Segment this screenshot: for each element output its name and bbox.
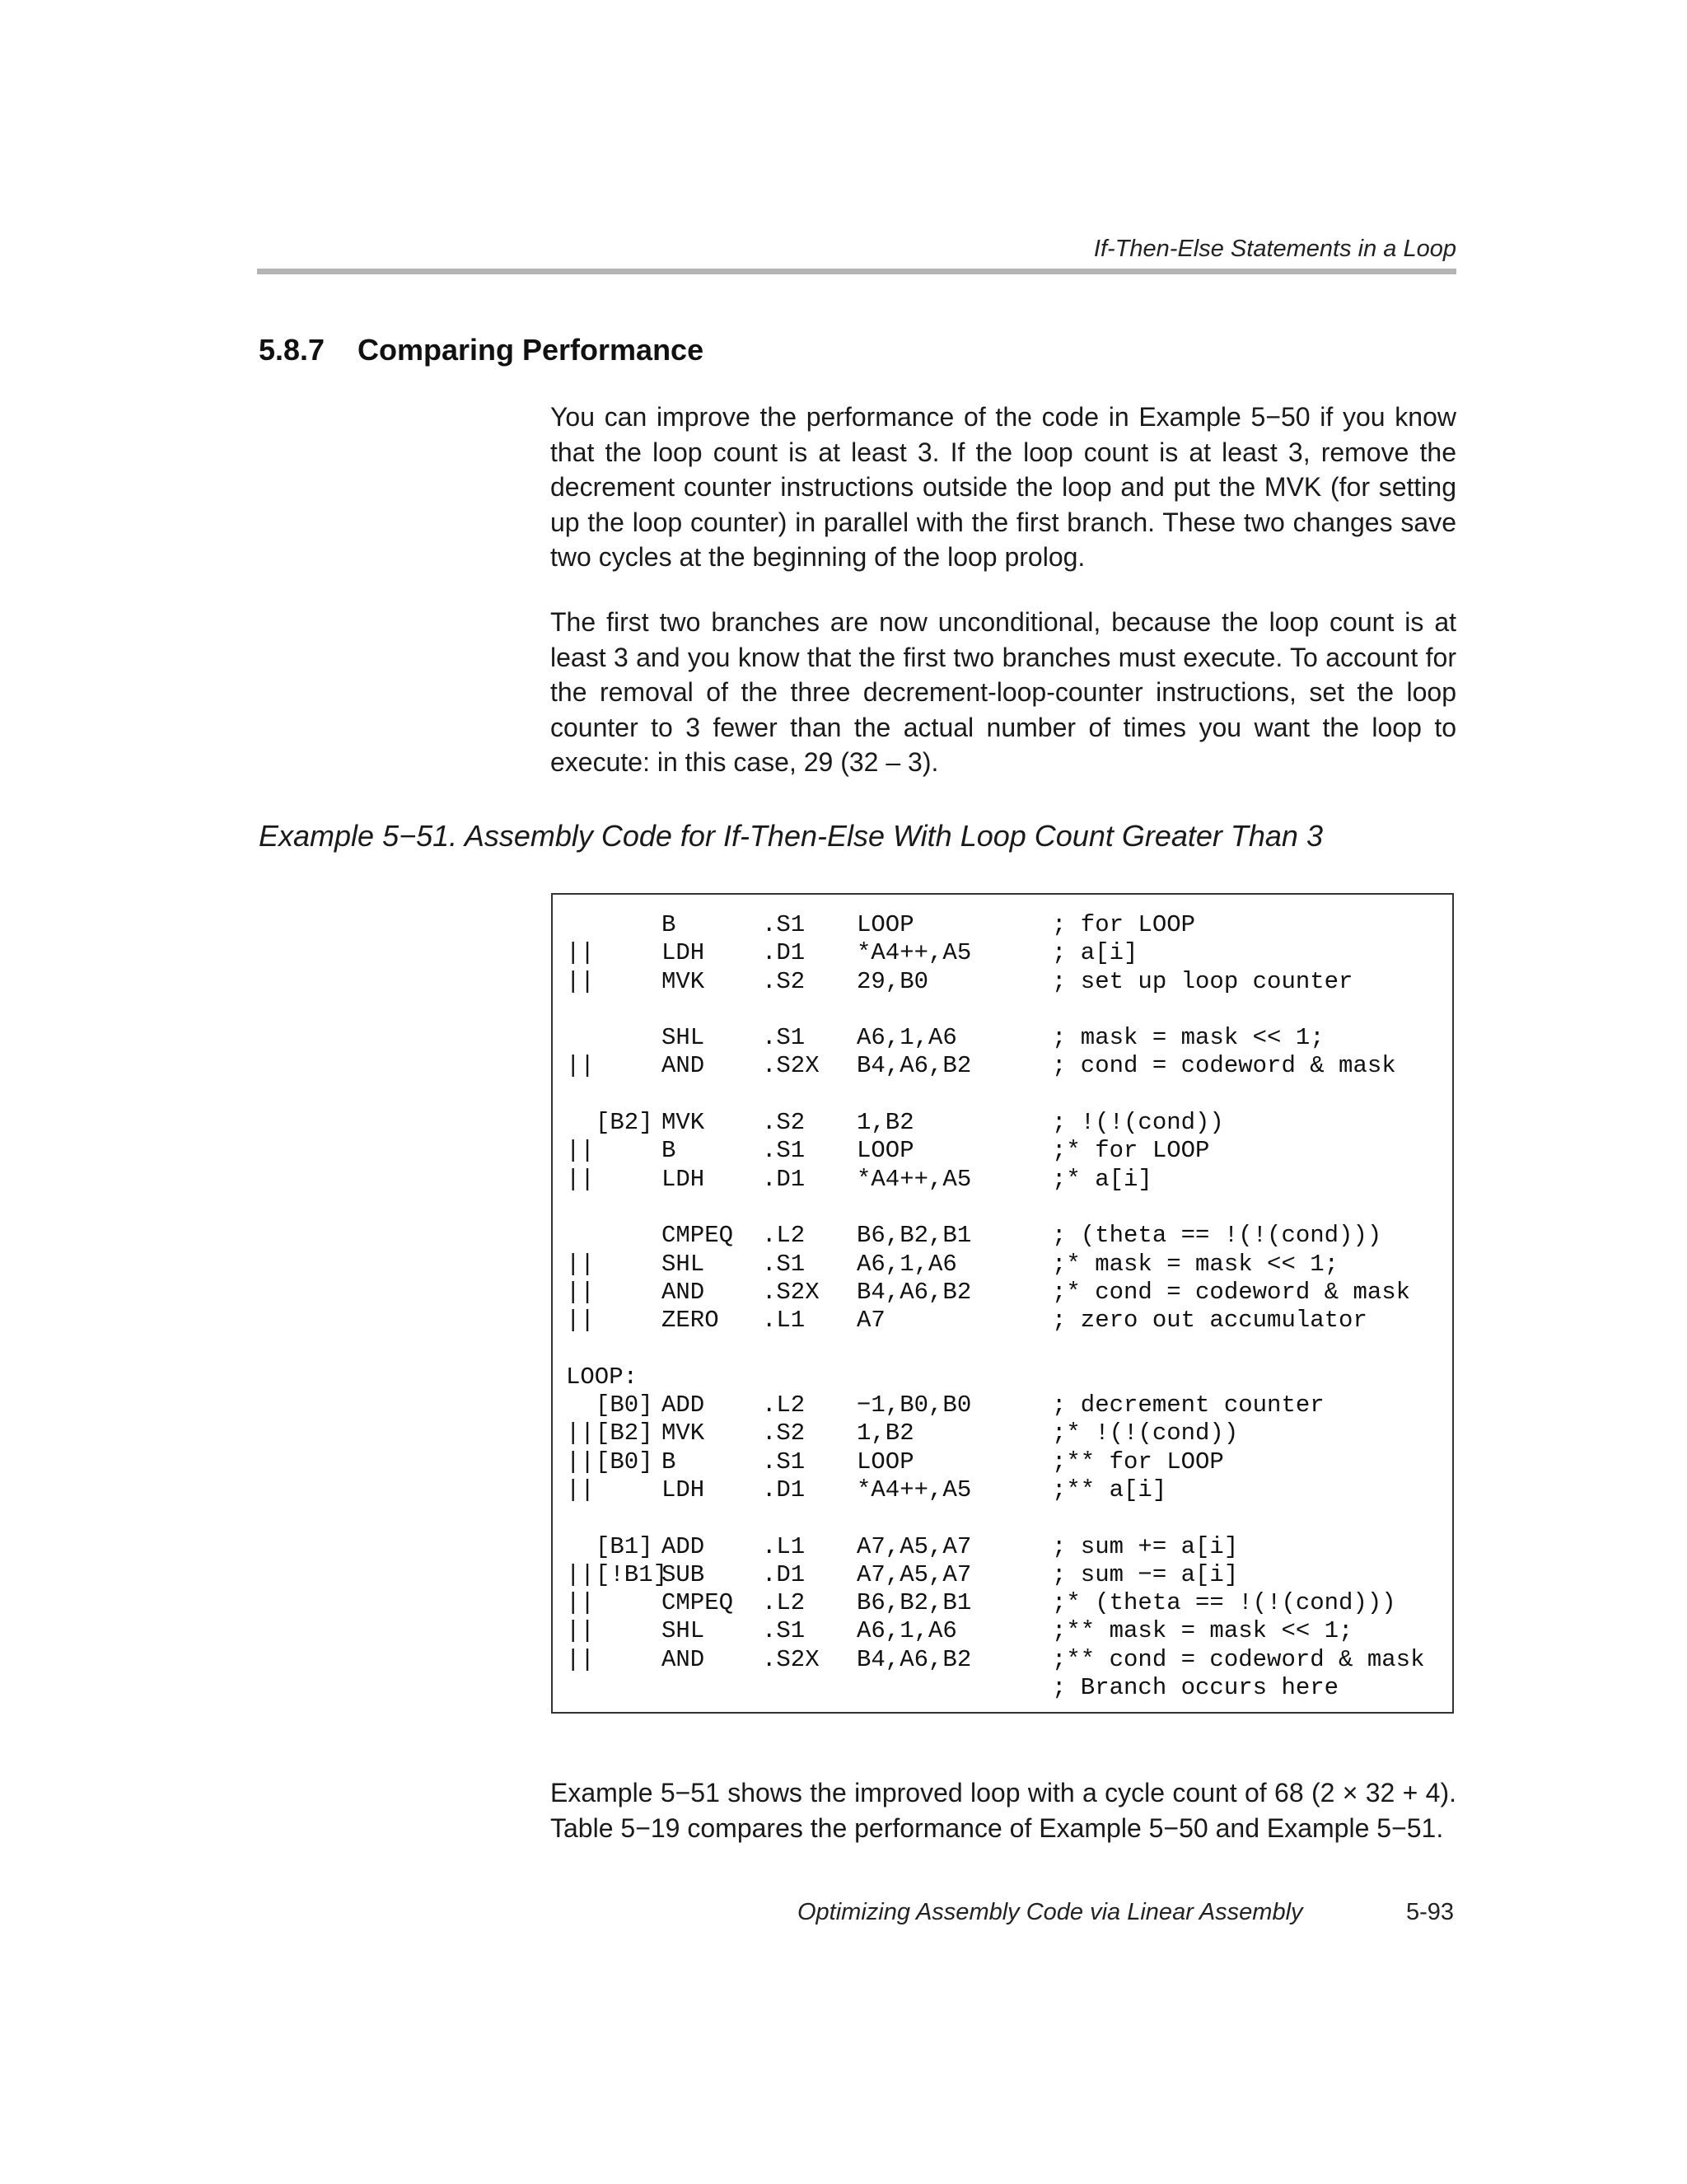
code-operands: B6,B2,B1 xyxy=(857,1222,972,1250)
code-instruction: LDH xyxy=(661,1165,705,1193)
code-operands: B4,A6,B2 xyxy=(857,1278,972,1306)
code-functional-unit: .L2 xyxy=(762,1222,806,1250)
code-instruction: ZERO xyxy=(661,1307,719,1335)
code-line xyxy=(566,1448,1424,1476)
code-functional-unit: .L2 xyxy=(762,1391,806,1419)
code-listing xyxy=(566,911,1424,1702)
code-instruction: B xyxy=(661,1137,676,1165)
code-functional-unit: .S1 xyxy=(762,1024,806,1052)
code-parallel-bars: || xyxy=(566,1419,595,1447)
code-line xyxy=(566,1307,1424,1335)
code-functional-unit: .D1 xyxy=(762,1165,806,1193)
code-line xyxy=(566,1222,1424,1250)
code-comment: ;* for LOOP xyxy=(1052,1137,1210,1165)
footer-page-number: 5-93 xyxy=(1405,1899,1454,1925)
code-parallel-bars: || xyxy=(566,1165,595,1193)
code-blank-line xyxy=(566,1081,1424,1109)
code-parallel-bars: || xyxy=(566,1617,595,1645)
code-instruction: SHL xyxy=(661,1617,705,1645)
code-parallel-bars: || xyxy=(566,939,595,967)
code-instruction: AND xyxy=(661,1645,705,1673)
code-condition: [B2] xyxy=(596,1419,653,1447)
code-instruction: MVK xyxy=(661,1109,705,1137)
code-instruction: SHL xyxy=(661,1250,705,1278)
code-comment: ; zero out accumulator xyxy=(1052,1307,1367,1335)
code-comment: ;** for LOOP xyxy=(1052,1447,1224,1475)
code-line xyxy=(566,1561,1424,1589)
code-functional-unit: .S1 xyxy=(762,1617,806,1645)
code-instruction: ADD xyxy=(661,1391,705,1419)
code-operands: 1,B2 xyxy=(857,1419,914,1447)
example-title: Example 5−51. Assembly Code for If-Then-Else With Loop Count Greater Than 3 xyxy=(259,819,1323,853)
code-line xyxy=(566,1137,1424,1165)
code-comment: ;* cond = codeword & mask xyxy=(1052,1278,1411,1306)
code-parallel-bars: || xyxy=(566,1137,595,1165)
code-comment: ; decrement counter xyxy=(1052,1391,1325,1419)
code-instruction: B xyxy=(661,911,676,938)
code-operands: B6,B2,B1 xyxy=(857,1589,972,1617)
code-instruction: MVK xyxy=(661,1419,705,1447)
code-condition: [B0] xyxy=(596,1391,653,1419)
code-line xyxy=(566,1166,1424,1194)
code-parallel-bars: || xyxy=(566,1250,595,1278)
code-operands: A6,1,A6 xyxy=(857,1617,957,1645)
code-functional-unit: .S2 xyxy=(762,1109,806,1137)
code-condition: [!B1] xyxy=(596,1560,668,1588)
code-functional-unit: .S1 xyxy=(762,1137,806,1165)
code-instruction: MVK xyxy=(661,967,705,995)
code-operands: −1,B0,B0 xyxy=(857,1391,972,1419)
body-paragraph-3: Example 5−51 shows the improved loop with a cycle count of 68 (2 × 32 + 4). Table 5−19 compares the performance of Example 5−50 and Example 5−51. xyxy=(550,1778,1456,1843)
code-operands: A6,1,A6 xyxy=(857,1250,957,1278)
code-line xyxy=(566,1251,1424,1279)
code-label: LOOP: xyxy=(566,1363,638,1391)
code-listing-box xyxy=(551,893,1454,1714)
code-comment: ; !(!(cond)) xyxy=(1052,1109,1224,1137)
code-functional-unit: .L2 xyxy=(762,1589,806,1617)
code-line xyxy=(566,1279,1424,1307)
code-line xyxy=(566,1391,1424,1419)
code-functional-unit: .L1 xyxy=(762,1532,806,1560)
code-comment: ; Branch occurs here xyxy=(1052,1674,1339,1702)
code-blank-line xyxy=(566,1194,1424,1222)
code-operands: LOOP xyxy=(857,1447,914,1475)
code-line xyxy=(566,1533,1424,1561)
code-instruction: CMPEQ xyxy=(661,1589,734,1617)
code-condition: [B0] xyxy=(596,1447,653,1475)
code-comment: ; for LOOP xyxy=(1052,911,1196,938)
code-blank-line xyxy=(566,1504,1424,1532)
code-comment: ;** a[i] xyxy=(1052,1475,1167,1504)
code-instruction: ADD xyxy=(661,1532,705,1560)
code-operands: *A4++,A5 xyxy=(857,1475,972,1504)
code-functional-unit: .S2X xyxy=(762,1645,820,1673)
code-blank-line xyxy=(566,1335,1424,1363)
code-operands: 29,B0 xyxy=(857,967,929,995)
code-blank-line xyxy=(566,996,1424,1024)
body-paragraph-2: The first two branches are now unconditional, because the loop count is at least 3 and you know that the first two branches must execute. To account for the removal of the three decrement-loop-counter instructions, set the loop counter to 3 fewer than the actual number of times you want the loop to execute: in this case, 29 (32 – 3). xyxy=(550,607,1456,777)
code-operands: A7 xyxy=(857,1307,886,1335)
section-heading xyxy=(259,333,703,367)
code-functional-unit: .S2X xyxy=(762,1052,820,1080)
body-paragraph-1: You can improve the performance of the code in Example 5−50 if you know that the loop count is at least 3. If the loop count is at least 3, remove the decrement counter instructions outside the loop and put the MVK (for setting up the loop counter) in parallel with the first branch. These two changes save two cycles at the beginning of the loop prolog. xyxy=(550,402,1456,572)
code-condition: [B2] xyxy=(596,1109,653,1137)
code-comment: ; set up loop counter xyxy=(1052,967,1353,995)
code-operands: A6,1,A6 xyxy=(857,1024,957,1052)
code-functional-unit: .L1 xyxy=(762,1307,806,1335)
code-operands: *A4++,A5 xyxy=(857,1165,972,1193)
code-line xyxy=(566,911,1424,939)
code-instruction: CMPEQ xyxy=(661,1222,734,1250)
code-parallel-bars: || xyxy=(566,1052,595,1080)
code-line xyxy=(566,1589,1424,1617)
code-instruction: AND xyxy=(661,1052,705,1080)
code-operands: 1,B2 xyxy=(857,1109,914,1137)
code-functional-unit: .S2 xyxy=(762,1419,806,1447)
code-line xyxy=(566,1419,1424,1447)
running-head-title: If-Then-Else Statements in a Loop xyxy=(1093,236,1456,262)
code-operands: A7,A5,A7 xyxy=(857,1560,972,1588)
code-parallel-bars: || xyxy=(566,1447,595,1475)
code-comment: ; a[i] xyxy=(1052,939,1138,967)
code-line xyxy=(566,1646,1424,1674)
code-comment: ; cond = codeword & mask xyxy=(1052,1052,1396,1080)
code-functional-unit: .S2 xyxy=(762,967,806,995)
footer-book-title: Optimizing Assembly Code via Linear Assembly xyxy=(797,1899,1303,1925)
code-operands: B4,A6,B2 xyxy=(857,1645,972,1673)
code-operands: *A4++,A5 xyxy=(857,939,972,967)
code-comment: ; mask = mask << 1; xyxy=(1052,1024,1325,1052)
code-instruction: LDH xyxy=(661,1475,705,1504)
code-line xyxy=(566,1024,1424,1052)
code-instruction: LDH xyxy=(661,939,705,967)
code-instruction: SUB xyxy=(661,1560,705,1588)
code-functional-unit: .S1 xyxy=(762,1447,806,1475)
code-parallel-bars: || xyxy=(566,1278,595,1306)
code-line xyxy=(566,939,1424,967)
code-comment: ;** cond = codeword & mask xyxy=(1052,1645,1425,1673)
code-parallel-bars: || xyxy=(566,1560,595,1588)
code-functional-unit: .S2X xyxy=(762,1278,820,1306)
code-comment: ;* !(!(cond)) xyxy=(1052,1419,1239,1447)
code-condition: [B1] xyxy=(596,1532,653,1560)
code-comment: ; (theta == !(!(cond))) xyxy=(1052,1222,1382,1250)
code-line xyxy=(566,1476,1424,1504)
code-instruction: SHL xyxy=(661,1024,705,1052)
code-line xyxy=(566,1617,1424,1645)
code-parallel-bars: || xyxy=(566,1307,595,1335)
code-parallel-bars: || xyxy=(566,1475,595,1504)
code-parallel-bars: || xyxy=(566,1645,595,1673)
code-functional-unit: .S1 xyxy=(762,1250,806,1278)
code-operands: B4,A6,B2 xyxy=(857,1052,972,1080)
code-parallel-bars: || xyxy=(566,967,595,995)
code-parallel-bars: || xyxy=(566,1589,595,1617)
code-line xyxy=(566,968,1424,996)
code-functional-unit: .D1 xyxy=(762,939,806,967)
section-number: 5.8.7 xyxy=(259,333,325,367)
header-rule xyxy=(257,269,1456,274)
code-functional-unit: .D1 xyxy=(762,1560,806,1588)
code-comment: ;* mask = mask << 1; xyxy=(1052,1250,1339,1278)
code-operands: LOOP xyxy=(857,1137,914,1165)
code-functional-unit: .D1 xyxy=(762,1475,806,1504)
code-comment: ;* (theta == !(!(cond))) xyxy=(1052,1589,1396,1617)
section-title: Comparing Performance xyxy=(357,333,704,367)
code-comment: ;** mask = mask << 1; xyxy=(1052,1617,1353,1645)
code-line xyxy=(566,1674,1424,1702)
code-functional-unit: .S1 xyxy=(762,911,806,938)
code-instruction: AND xyxy=(661,1278,705,1306)
code-comment: ; sum −= a[i] xyxy=(1052,1560,1239,1588)
code-operands: LOOP xyxy=(857,911,914,938)
code-line xyxy=(566,1109,1424,1137)
code-instruction: B xyxy=(661,1447,676,1475)
code-operands: A7,A5,A7 xyxy=(857,1532,972,1560)
code-comment: ;* a[i] xyxy=(1052,1165,1152,1193)
code-line xyxy=(566,1052,1424,1080)
code-comment: ; sum += a[i] xyxy=(1052,1532,1239,1560)
